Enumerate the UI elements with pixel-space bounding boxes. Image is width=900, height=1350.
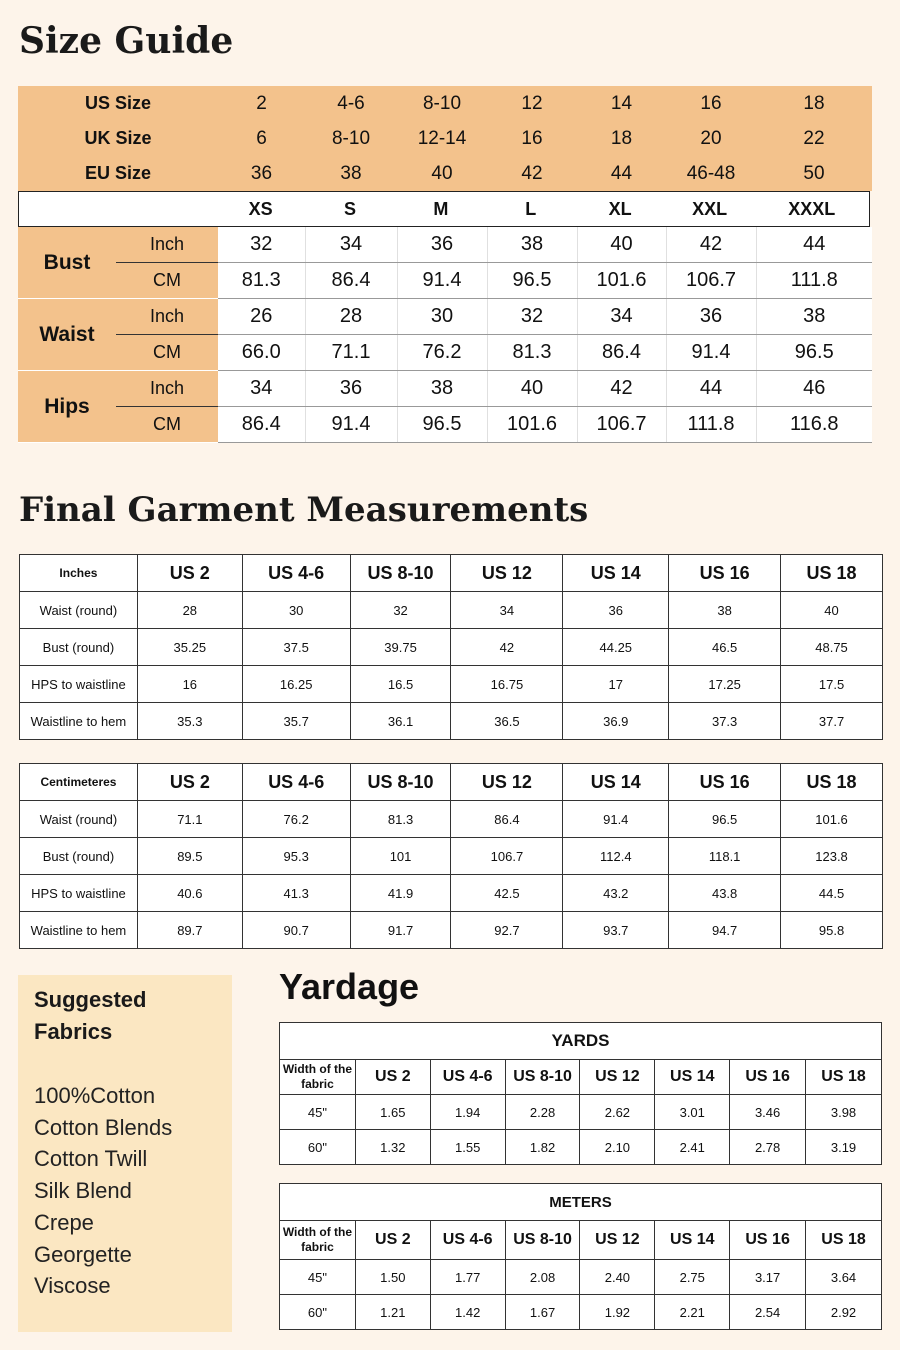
cell: 91.4 bbox=[563, 801, 669, 838]
list-item: Silk Blend bbox=[34, 1178, 132, 1204]
cell: 38 bbox=[669, 592, 781, 629]
final-inches-table bbox=[19, 554, 883, 740]
cell: 76.2 bbox=[242, 801, 350, 838]
row-label: Waist (round) bbox=[20, 592, 138, 629]
cell: 12 bbox=[521, 92, 543, 114]
cell: 96.5 bbox=[756, 335, 872, 371]
cell: 81.3 bbox=[350, 801, 451, 838]
cell: 106.7 bbox=[451, 838, 563, 875]
cell: 8-10 bbox=[331, 127, 371, 149]
cell: 1.65 bbox=[355, 1095, 430, 1130]
letter-size: L bbox=[525, 198, 537, 219]
hips-inch-row bbox=[18, 371, 872, 407]
cell: 112.4 bbox=[563, 838, 669, 875]
row-label: Bust (round) bbox=[20, 838, 138, 875]
unit-label: Inch bbox=[116, 299, 218, 335]
cell: 6 bbox=[256, 127, 267, 149]
cell: 89.7 bbox=[137, 912, 242, 949]
uk-size-row bbox=[18, 121, 872, 156]
cell: 38 bbox=[487, 227, 577, 263]
cell: 14 bbox=[610, 92, 633, 114]
cell: 86.4 bbox=[451, 801, 563, 838]
cell: 32 bbox=[487, 299, 577, 335]
cell: 37.5 bbox=[242, 629, 350, 666]
cell: 17.5 bbox=[781, 666, 883, 703]
cell: 101.6 bbox=[781, 801, 883, 838]
cell: 81.3 bbox=[487, 335, 577, 371]
cell: 1.94 bbox=[430, 1095, 505, 1130]
cell: 101.6 bbox=[577, 263, 666, 299]
cell: 118.1 bbox=[669, 838, 781, 875]
cell: 106.7 bbox=[577, 407, 666, 443]
cell: 36.1 bbox=[350, 703, 451, 740]
cell: 46-48 bbox=[686, 162, 736, 184]
hips-cm-row bbox=[18, 407, 872, 443]
cell: 28 bbox=[305, 299, 397, 335]
yards-table bbox=[279, 1022, 882, 1165]
cell: 96.5 bbox=[669, 801, 781, 838]
cell: 16.25 bbox=[242, 666, 350, 703]
size-header: US 18 bbox=[806, 1060, 882, 1095]
size-header: US 14 bbox=[563, 764, 669, 801]
list-item: 100%Cotton bbox=[34, 1083, 156, 1108]
size-header: US 4-6 bbox=[242, 555, 350, 592]
cell: 42 bbox=[577, 371, 666, 407]
row-label: HPS to waistline bbox=[20, 875, 138, 912]
letter-size: M bbox=[433, 198, 449, 219]
cell: 95.3 bbox=[242, 838, 350, 875]
size-header: US 4-6 bbox=[242, 764, 350, 801]
table-row bbox=[280, 1295, 882, 1330]
group-label-waist: Waist bbox=[18, 299, 116, 371]
cell: 2.78 bbox=[730, 1130, 806, 1165]
cell: 1.77 bbox=[430, 1260, 505, 1295]
cell: 42 bbox=[666, 227, 756, 263]
cell: 41.3 bbox=[242, 875, 350, 912]
list-item: Viscose bbox=[34, 1273, 111, 1299]
cell: 2.62 bbox=[580, 1095, 655, 1130]
cell: 18 bbox=[610, 127, 633, 149]
size-header: US 8-10 bbox=[505, 1060, 580, 1095]
cell: 43.8 bbox=[669, 875, 781, 912]
cell: 96.5 bbox=[397, 407, 487, 443]
cell: 35.3 bbox=[137, 703, 242, 740]
cell: 101 bbox=[350, 838, 451, 875]
cell: 22 bbox=[803, 127, 825, 149]
yardage-title: Yardage bbox=[279, 966, 420, 1007]
cell: 1.32 bbox=[355, 1130, 430, 1165]
size-header: US 14 bbox=[655, 1060, 730, 1095]
table-header-row bbox=[20, 764, 883, 801]
list-item: Cotton Blends bbox=[34, 1114, 173, 1140]
cell: 95.8 bbox=[781, 912, 883, 949]
cell: 39.75 bbox=[350, 629, 451, 666]
cell: 16 bbox=[137, 666, 242, 703]
cell: 36 bbox=[563, 592, 669, 629]
letter-size: XXXL bbox=[788, 198, 836, 219]
cell: 40 bbox=[487, 371, 577, 407]
fabrics-list bbox=[34, 1080, 172, 1302]
table-row bbox=[280, 1260, 882, 1295]
row-label: 60" bbox=[280, 1130, 356, 1165]
size-header: US 12 bbox=[580, 1221, 655, 1260]
cell: 40 bbox=[431, 162, 453, 184]
cell: 37.7 bbox=[781, 703, 883, 740]
table-row bbox=[280, 1130, 882, 1165]
cell: 91.4 bbox=[666, 335, 756, 371]
cell: 44.25 bbox=[563, 629, 669, 666]
cell: 42.5 bbox=[451, 875, 563, 912]
empty-cell bbox=[19, 192, 218, 227]
cell: 46 bbox=[756, 371, 872, 407]
cell: 38 bbox=[340, 162, 362, 184]
waist-inch-row bbox=[18, 299, 872, 335]
cell: 123.8 bbox=[781, 838, 883, 875]
unit-label: CM bbox=[116, 263, 218, 299]
row-label: 45" bbox=[280, 1095, 356, 1130]
table-caption: YARDS bbox=[280, 1023, 882, 1060]
cell: 1.50 bbox=[355, 1260, 430, 1295]
table-header-row bbox=[280, 1060, 882, 1095]
size-header: US 12 bbox=[451, 764, 563, 801]
cell: 36 bbox=[397, 227, 487, 263]
size-header: US 12 bbox=[451, 555, 563, 592]
table-caption: METERS bbox=[280, 1184, 882, 1221]
row-label: 45" bbox=[280, 1260, 356, 1295]
row-label: HPS to waistline bbox=[20, 666, 138, 703]
size-header: US 12 bbox=[580, 1060, 655, 1095]
cell: 16.5 bbox=[350, 666, 451, 703]
cell: 16 bbox=[700, 92, 722, 114]
title-line: Suggested bbox=[34, 987, 147, 1012]
cell: 1.67 bbox=[505, 1295, 580, 1330]
cell: 41.9 bbox=[350, 875, 451, 912]
row-label: Waistline to hem bbox=[20, 912, 138, 949]
cell: 34 bbox=[451, 592, 563, 629]
cell: 2.21 bbox=[655, 1295, 730, 1330]
unit-header: Inches bbox=[20, 555, 138, 592]
row-label: Waist (round) bbox=[20, 801, 138, 838]
cell: 18 bbox=[803, 92, 825, 114]
size-guide-title: Size Guide bbox=[19, 20, 234, 62]
cell: 81.3 bbox=[218, 263, 305, 299]
cell: 36.5 bbox=[451, 703, 563, 740]
cell: 32 bbox=[218, 227, 305, 263]
size-header: US 2 bbox=[355, 1221, 430, 1260]
cell: 46.5 bbox=[669, 629, 781, 666]
meters-table bbox=[279, 1183, 882, 1330]
cell: 36 bbox=[305, 371, 397, 407]
row-label: US Size bbox=[84, 93, 152, 113]
size-header: US 2 bbox=[137, 764, 242, 801]
cell: 93.7 bbox=[563, 912, 669, 949]
cell: 34 bbox=[577, 299, 666, 335]
size-header: US 8-10 bbox=[350, 555, 451, 592]
cell: 91.4 bbox=[305, 407, 397, 443]
cell: 2 bbox=[256, 92, 267, 114]
unit-label: Inch bbox=[116, 371, 218, 407]
table-row bbox=[20, 912, 883, 949]
cell: 38 bbox=[756, 299, 872, 335]
cell: 44 bbox=[666, 371, 756, 407]
cell: 16 bbox=[521, 127, 543, 149]
size-header: US 14 bbox=[655, 1221, 730, 1260]
cell: 96.5 bbox=[487, 263, 577, 299]
table-row bbox=[20, 801, 883, 838]
bust-inch-row bbox=[18, 227, 872, 263]
cell: 38 bbox=[397, 371, 487, 407]
cell: 32 bbox=[350, 592, 451, 629]
row-label: EU Size bbox=[84, 163, 152, 183]
cell: 8-10 bbox=[422, 92, 462, 114]
cell: 116.8 bbox=[756, 407, 872, 443]
size-header: US 16 bbox=[730, 1060, 806, 1095]
cell: 35.25 bbox=[137, 629, 242, 666]
us-size-row bbox=[18, 86, 872, 121]
row-label: Waistline to hem bbox=[20, 703, 138, 740]
cell: 50 bbox=[803, 162, 825, 184]
size-header: US 16 bbox=[669, 764, 781, 801]
cell: 3.64 bbox=[806, 1260, 882, 1295]
cell: 3.17 bbox=[730, 1260, 806, 1295]
cell: 2.10 bbox=[580, 1130, 655, 1165]
table-row bbox=[20, 592, 883, 629]
letter-size-row bbox=[18, 191, 870, 227]
cell: 2.40 bbox=[580, 1260, 655, 1295]
table-row bbox=[20, 703, 883, 740]
cell: 91.4 bbox=[397, 263, 487, 299]
size-header: US 14 bbox=[563, 555, 669, 592]
cell: 1.92 bbox=[580, 1295, 655, 1330]
cell: 26 bbox=[218, 299, 305, 335]
cell: 44.5 bbox=[781, 875, 883, 912]
group-label-hips: Hips bbox=[18, 371, 116, 443]
cell: 30 bbox=[242, 592, 350, 629]
row-label: 60" bbox=[280, 1295, 356, 1330]
cell: 94.7 bbox=[669, 912, 781, 949]
cell: 28 bbox=[137, 592, 242, 629]
unit-header: Centimeteres bbox=[20, 764, 138, 801]
letter-size: XS bbox=[248, 198, 273, 219]
cell: 89.5 bbox=[137, 838, 242, 875]
eu-size-row bbox=[18, 156, 872, 191]
cell: 3.98 bbox=[806, 1095, 882, 1130]
list-item: Cotton Twill bbox=[34, 1146, 148, 1172]
cell: 86.4 bbox=[218, 407, 305, 443]
cell: 66.0 bbox=[218, 335, 305, 371]
size-header: US 2 bbox=[355, 1060, 430, 1095]
cell: 111.8 bbox=[756, 263, 872, 299]
cell: 76.2 bbox=[397, 335, 487, 371]
cell: 35.7 bbox=[242, 703, 350, 740]
cell: 20 bbox=[700, 127, 722, 149]
cell: 42 bbox=[451, 629, 563, 666]
cell: 2.92 bbox=[806, 1295, 882, 1330]
cell: 2.75 bbox=[655, 1260, 730, 1295]
cell: 2.08 bbox=[505, 1260, 580, 1295]
size-header: US 2 bbox=[137, 555, 242, 592]
cell: 106.7 bbox=[666, 263, 756, 299]
cell: 30 bbox=[397, 299, 487, 335]
table-row bbox=[280, 1095, 882, 1130]
cell: 71.1 bbox=[305, 335, 397, 371]
cell: 34 bbox=[218, 371, 305, 407]
unit-label: CM bbox=[116, 335, 218, 371]
cell: 37.3 bbox=[669, 703, 781, 740]
group-label-bust: Bust bbox=[18, 227, 116, 299]
letter-size: S bbox=[344, 198, 357, 219]
cell: 1.21 bbox=[355, 1295, 430, 1330]
cell: 36 bbox=[250, 162, 273, 184]
final-garment-title: Final Garment Measurements bbox=[19, 490, 589, 530]
size-header: US 8-10 bbox=[350, 764, 451, 801]
cell: 1.82 bbox=[505, 1130, 580, 1165]
size-header: US 16 bbox=[669, 555, 781, 592]
cell: 44 bbox=[756, 227, 872, 263]
unit-label: Inch bbox=[116, 227, 218, 263]
cell: 92.7 bbox=[451, 912, 563, 949]
body-measurements-table bbox=[18, 227, 872, 443]
cell: 40 bbox=[577, 227, 666, 263]
cell: 1.55 bbox=[430, 1130, 505, 1165]
size-header: US 18 bbox=[806, 1221, 882, 1260]
size-header: US 18 bbox=[781, 555, 883, 592]
cell: 111.8 bbox=[666, 407, 756, 443]
cell: 36.9 bbox=[563, 703, 669, 740]
size-header: US 8-10 bbox=[505, 1221, 580, 1260]
list-item: Crepe bbox=[34, 1209, 94, 1235]
cell: 71.1 bbox=[137, 801, 242, 838]
cell: 42 bbox=[521, 162, 543, 184]
letter-size: XXL bbox=[692, 198, 728, 219]
width-header: Width of the fabric bbox=[280, 1221, 356, 1260]
bust-cm-row bbox=[18, 263, 872, 299]
cell: 2.28 bbox=[505, 1095, 580, 1130]
cell: 3.19 bbox=[806, 1130, 882, 1165]
row-label: UK Size bbox=[84, 128, 152, 148]
final-cm-table bbox=[19, 763, 883, 949]
unit-label: CM bbox=[116, 407, 218, 443]
cell: 101.6 bbox=[487, 407, 577, 443]
cell: 3.01 bbox=[655, 1095, 730, 1130]
cell: 1.42 bbox=[430, 1295, 505, 1330]
table-row bbox=[20, 838, 883, 875]
cell: 17.25 bbox=[669, 666, 781, 703]
size-conversion-table bbox=[18, 86, 872, 191]
size-header: US 18 bbox=[781, 764, 883, 801]
cell: 2.41 bbox=[655, 1130, 730, 1165]
suggested-fabrics-title bbox=[34, 984, 146, 1048]
table-row bbox=[20, 666, 883, 703]
cell: 43.2 bbox=[563, 875, 669, 912]
table-row bbox=[20, 629, 883, 666]
cell: 16.75 bbox=[451, 666, 563, 703]
cell: 17 bbox=[563, 666, 669, 703]
cell: 4-6 bbox=[337, 92, 365, 114]
size-header: US 16 bbox=[730, 1221, 806, 1260]
title-line: Fabrics bbox=[34, 1019, 113, 1044]
cell: 91.7 bbox=[350, 912, 451, 949]
width-header: Width of the fabric bbox=[280, 1060, 356, 1095]
cell: 44 bbox=[610, 162, 633, 184]
cell: 12-14 bbox=[417, 127, 467, 149]
size-header: US 4-6 bbox=[430, 1221, 505, 1260]
cell: 48.75 bbox=[781, 629, 883, 666]
cell: 3.46 bbox=[730, 1095, 806, 1130]
table-row bbox=[20, 875, 883, 912]
list-item: Georgette bbox=[34, 1241, 132, 1267]
cell: 90.7 bbox=[242, 912, 350, 949]
cell: 40.6 bbox=[137, 875, 242, 912]
cell: 86.4 bbox=[577, 335, 666, 371]
letter-size: XL bbox=[608, 198, 632, 219]
cell: 40 bbox=[781, 592, 883, 629]
cell: 2.54 bbox=[730, 1295, 806, 1330]
table-header-row bbox=[280, 1221, 882, 1260]
cell: 34 bbox=[305, 227, 397, 263]
cell: 86.4 bbox=[305, 263, 397, 299]
cell: 36 bbox=[666, 299, 756, 335]
row-label: Bust (round) bbox=[20, 629, 138, 666]
table-header-row bbox=[20, 555, 883, 592]
waist-cm-row bbox=[18, 335, 872, 371]
size-header: US 4-6 bbox=[430, 1060, 505, 1095]
